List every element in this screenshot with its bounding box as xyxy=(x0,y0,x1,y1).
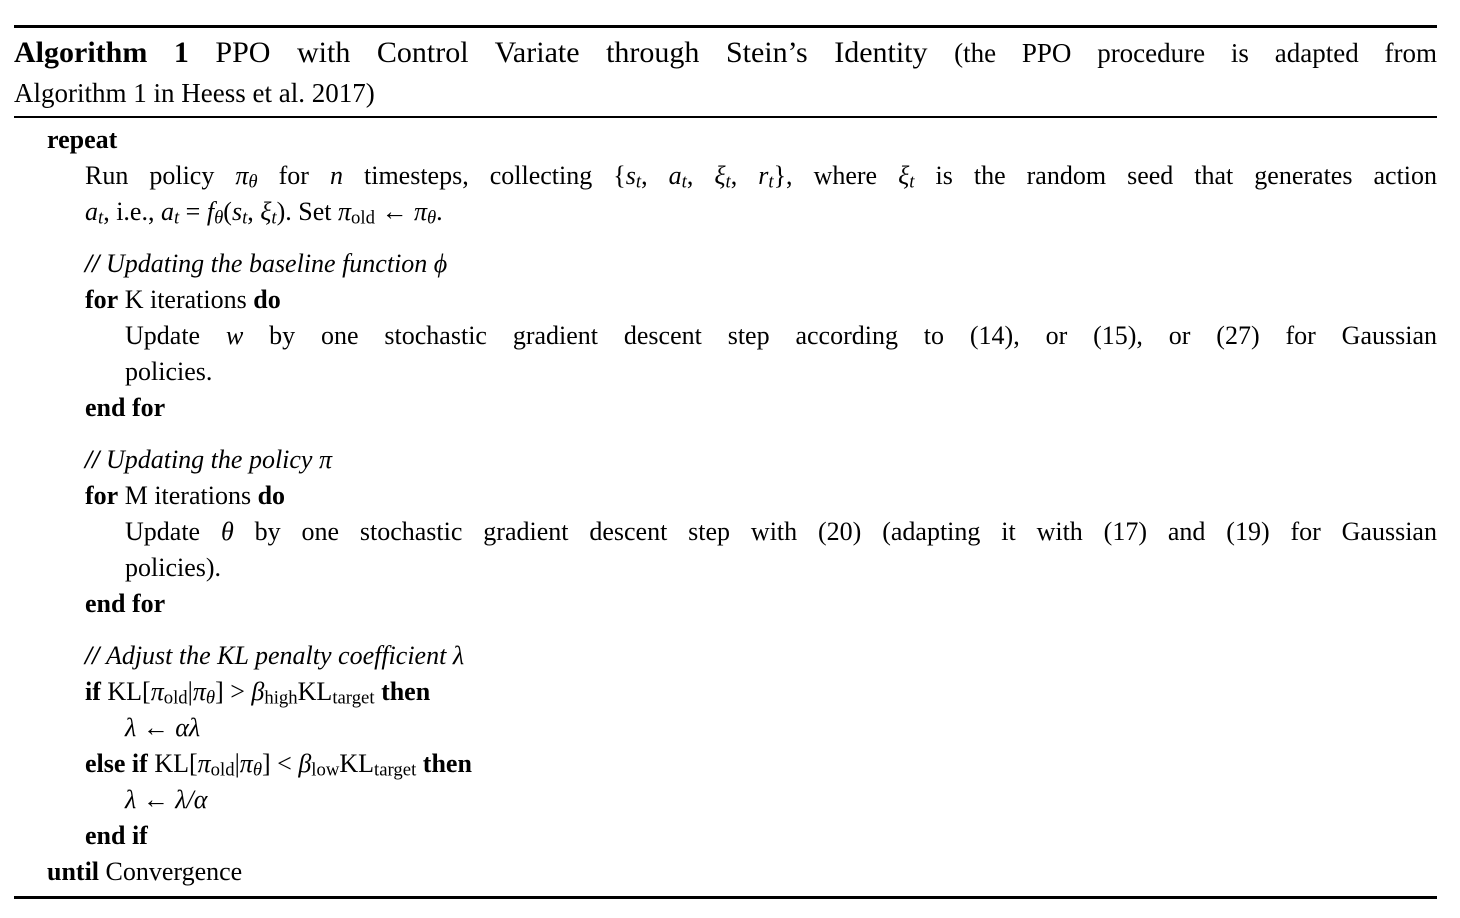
algo-line-for-k: for K iterations do xyxy=(85,285,281,314)
algo-line-for-m: for M iterations do xyxy=(85,481,286,510)
algorithm-figure xyxy=(14,25,1437,899)
algo-line-update-theta-2: policies). xyxy=(125,553,222,582)
algo-line-repeat: repeat xyxy=(47,125,118,154)
algorithm-title-text: PPO with Control Variate through Stein’s Identity xyxy=(188,36,955,69)
algorithm-title-note-1: (the PPO procedure is adapted from xyxy=(954,38,1437,68)
algo-line-lambda-increase: λ ← αλ xyxy=(125,713,201,742)
algorithm-caption xyxy=(14,28,1437,116)
algo-line-comment-policy: // Updating the policy π xyxy=(85,445,332,474)
algo-line-if: if KL[πold|πθ] > βhighKLtarget then xyxy=(85,677,431,709)
algorithm-body xyxy=(14,118,1437,896)
algo-line-until: until Convergence xyxy=(47,857,243,886)
algo-line-lambda-decrease: λ ← λ/α xyxy=(125,785,208,814)
algo-line-else-if: else if KL[πold|πθ] < βlowKLtarget then xyxy=(85,749,472,781)
algo-line-comment-baseline: // Updating the baseline function ϕ xyxy=(85,249,448,278)
algo-line-run-2: at, i.e., at = fθ(st, ξt). Set πold ← πθ. xyxy=(85,197,443,229)
algo-line-comment-kl: // Adjust the KL penalty coefficient λ xyxy=(85,641,465,670)
bottom-rule xyxy=(14,896,1437,899)
algo-line-update-w-1: Update w by one stochastic gradient descent step according to (14), or (15), or (27) for Gaussian xyxy=(125,321,1437,350)
algorithm-number-label: Algorithm 1 xyxy=(14,36,189,69)
algo-line-end-for-2: end for xyxy=(85,589,166,618)
caption-line-2 xyxy=(14,73,1437,113)
algo-line-run-1: Run policy πθ for n timesteps, collecting {st, at, ξt, rt}, where ξt is the random seed that generates action xyxy=(85,161,1438,193)
algorithm-title-note-2: Algorithm 1 in Heess et al. 2017) xyxy=(14,78,375,108)
algo-line-end-for-1: end for xyxy=(85,393,166,422)
algo-line-update-theta-1: Update θ by one stochastic gradient descent step with (20) (adapting it with (17) and (19) for Gaussian xyxy=(125,517,1437,546)
caption-line-1 xyxy=(14,33,1437,73)
algo-line-end-if: end if xyxy=(85,821,148,850)
algo-line-update-w-2: policies. xyxy=(125,357,213,386)
